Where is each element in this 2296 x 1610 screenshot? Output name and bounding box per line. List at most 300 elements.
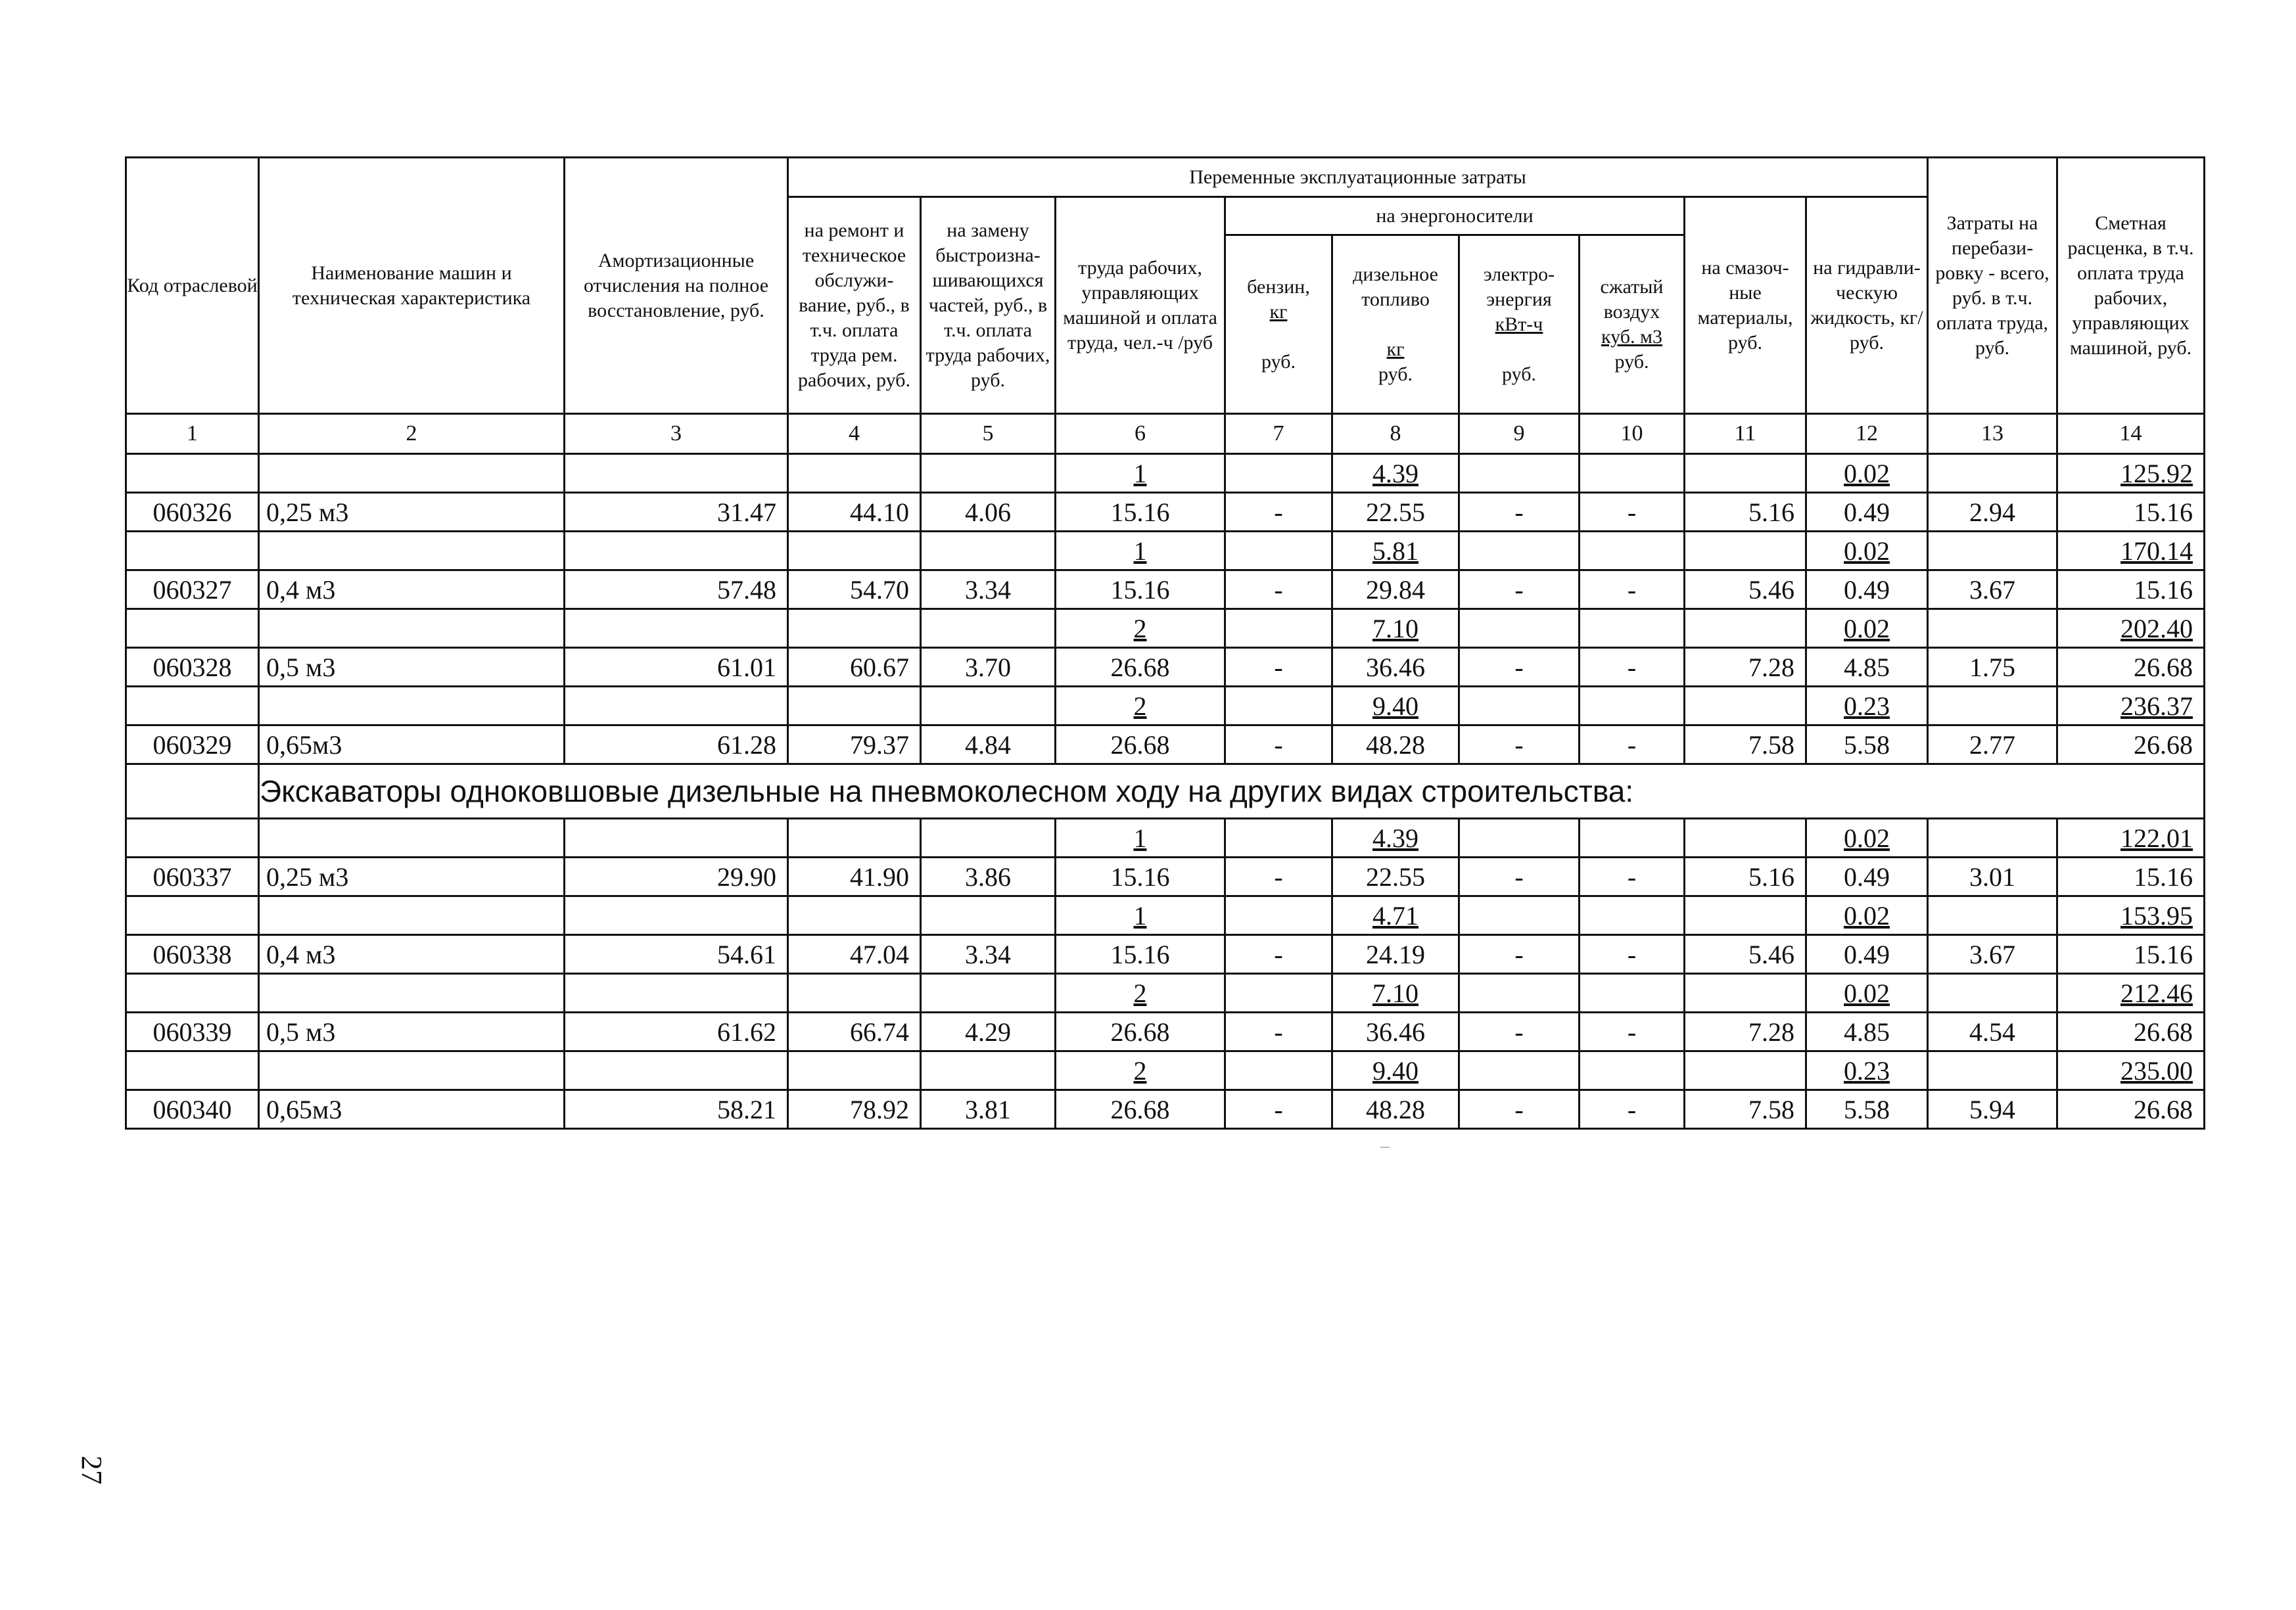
- table-cell: [1332, 974, 1459, 1013]
- table-cell: [259, 454, 565, 493]
- cell-air: -: [1580, 1090, 1685, 1129]
- table-cell: [2057, 1051, 2205, 1090]
- cell-labor: 15.16: [1056, 858, 1225, 896]
- cell-value-top: 2: [1133, 1055, 1147, 1086]
- table-cell: [1685, 896, 1806, 935]
- table-cell: [1685, 819, 1806, 858]
- cell-air: -: [1580, 935, 1685, 974]
- table-cell: [1685, 687, 1806, 725]
- table-cell: [788, 687, 921, 725]
- cell-amort: 57.48: [565, 570, 788, 609]
- table-cell: [1225, 819, 1332, 858]
- cell-est: 15.16: [2057, 570, 2205, 609]
- cell-hydro: 5.58: [1806, 725, 1928, 764]
- table-cell: [921, 974, 1056, 1013]
- cell-value-top: 5.81: [1372, 536, 1418, 566]
- cell-value-top: 212.46: [2120, 978, 2193, 1008]
- table-cell: [1056, 974, 1225, 1013]
- table-cell: [1806, 532, 1928, 570]
- cell-diesel: 48.28: [1332, 725, 1459, 764]
- cell-replace: 3.34: [921, 570, 1056, 609]
- cell-value-top: 0.02: [1844, 458, 1890, 488]
- cell-petrol: -: [1225, 648, 1332, 687]
- table-cell: [126, 819, 259, 858]
- cell-value-top: 0.23: [1844, 1055, 1890, 1086]
- table-cell: [1056, 687, 1225, 725]
- cell-transport: 3.01: [1928, 858, 2057, 896]
- table-cell: [1806, 609, 1928, 648]
- cell-est: 26.68: [2057, 725, 2205, 764]
- cell-labor: 15.16: [1056, 935, 1225, 974]
- cell-repair: 66.74: [788, 1013, 921, 1051]
- table-body-primary: [126, 454, 2205, 764]
- cell-name: 0,4 м3: [259, 935, 565, 974]
- cell-name: 0,65м3: [259, 725, 565, 764]
- table-cell: [1332, 687, 1459, 725]
- table-cell: [126, 687, 259, 725]
- header-labor: труда рабочих, управляющих машиной и оплата труда, чел.-ч /руб: [1056, 197, 1225, 414]
- table-cell: [1056, 819, 1225, 858]
- cell-transport: 5.94: [1928, 1090, 2057, 1129]
- table-cell: [1806, 974, 1928, 1013]
- cell-transport: 2.77: [1928, 725, 2057, 764]
- table-cell: [788, 896, 921, 935]
- cell-air: -: [1580, 648, 1685, 687]
- table-cell: [1332, 532, 1459, 570]
- table-cell: [1580, 454, 1685, 493]
- table-cell: [565, 819, 788, 858]
- section-row: [126, 764, 2205, 819]
- cell-elec: -: [1459, 493, 1580, 532]
- cell-value-top: 202.40: [2120, 613, 2193, 643]
- cell-diesel: 24.19: [1332, 935, 1459, 974]
- table-cell: [126, 896, 259, 935]
- header-electricity: электро-энергия кВт-ч руб.: [1459, 235, 1580, 414]
- column-number: 5: [921, 414, 1056, 454]
- cell-value-top: 0.23: [1844, 691, 1890, 721]
- table-cell: [1806, 819, 1928, 858]
- table-cell: [1332, 819, 1459, 858]
- cell-name: 0,4 м3: [259, 570, 565, 609]
- cell-lube: 5.16: [1685, 858, 1806, 896]
- cell-repair: 44.10: [788, 493, 921, 532]
- table-cell: [1685, 532, 1806, 570]
- cell-code: 060327: [126, 570, 259, 609]
- table-cell: [565, 454, 788, 493]
- cell-value-top: 0.02: [1844, 900, 1890, 931]
- table-cell: [921, 687, 1056, 725]
- table-cell: [1580, 819, 1685, 858]
- header-energy: на энергоносители: [1225, 197, 1685, 235]
- table-row: [126, 687, 2205, 725]
- cell-hydro: 4.85: [1806, 1013, 1928, 1051]
- cell-amort: 31.47: [565, 493, 788, 532]
- table-cell: [2057, 454, 2205, 493]
- cell-labor: 26.68: [1056, 1013, 1225, 1051]
- cell-lube: 5.46: [1685, 935, 1806, 974]
- cell-elec: -: [1459, 858, 1580, 896]
- table-cell: [1056, 532, 1225, 570]
- table-cell: [259, 687, 565, 725]
- cell-diesel: 22.55: [1332, 493, 1459, 532]
- cell-replace: 3.86: [921, 858, 1056, 896]
- cell-replace: 3.70: [921, 648, 1056, 687]
- cell-transport: 2.94: [1928, 493, 2057, 532]
- cell-value-top: 0.02: [1844, 613, 1890, 643]
- table-cell: [1459, 687, 1580, 725]
- table-row: [126, 1090, 2205, 1129]
- cell-value-top: 236.37: [2120, 691, 2193, 721]
- table-row: [126, 532, 2205, 570]
- cell-elec: -: [1459, 570, 1580, 609]
- table-cell: [788, 532, 921, 570]
- cell-code: 060339: [126, 1013, 259, 1051]
- column-number: 6: [1056, 414, 1225, 454]
- cell-value-top: 125.92: [2120, 458, 2193, 488]
- table-cell: [1580, 687, 1685, 725]
- table-cell: [126, 532, 259, 570]
- table-cell: [1928, 454, 2057, 493]
- cell-elec: -: [1459, 1090, 1580, 1129]
- table-cell: [2057, 819, 2205, 858]
- table-cell: [2057, 532, 2205, 570]
- table-cell: [1928, 532, 2057, 570]
- table-cell: [1685, 609, 1806, 648]
- cell-value-top: 1: [1133, 458, 1147, 488]
- table-cell: [259, 532, 565, 570]
- table-cell: [1806, 1051, 1928, 1090]
- cell-value-top: 1: [1133, 823, 1147, 853]
- table-cell: [1685, 1051, 1806, 1090]
- table-cell: [1225, 609, 1332, 648]
- table-cell: [1806, 687, 1928, 725]
- cell-name: 0,5 м3: [259, 648, 565, 687]
- table-cell: [1225, 974, 1332, 1013]
- table-cell: [565, 896, 788, 935]
- table-body-secondary: [126, 819, 2205, 1129]
- cell-value-top: 0.02: [1844, 823, 1890, 853]
- cell-amort: 58.21: [565, 1090, 788, 1129]
- cell-petrol: -: [1225, 570, 1332, 609]
- table-cell: [1225, 532, 1332, 570]
- table-cell: [1459, 896, 1580, 935]
- table-cell: [921, 1051, 1056, 1090]
- cell-transport: 3.67: [1928, 570, 2057, 609]
- table-cell: [1459, 819, 1580, 858]
- table-cell: [1459, 532, 1580, 570]
- table-row: [126, 896, 2205, 935]
- table-cell: [1225, 1051, 1332, 1090]
- table-cell: [1580, 1051, 1685, 1090]
- cell-hydro: 0.49: [1806, 858, 1928, 896]
- table-cell: [1056, 896, 1225, 935]
- table-cell: [565, 1051, 788, 1090]
- column-number: 1: [126, 414, 259, 454]
- cell-petrol: -: [1225, 1013, 1332, 1051]
- table-row: [126, 935, 2205, 974]
- cell-repair: 47.04: [788, 935, 921, 974]
- cell-code: 060326: [126, 493, 259, 532]
- cell-value-top: 170.14: [2120, 536, 2193, 566]
- cell-elec: -: [1459, 648, 1580, 687]
- table-cell: [1806, 454, 1928, 493]
- column-number: 13: [1928, 414, 2057, 454]
- table-cell: [259, 896, 565, 935]
- table-cell: [1580, 896, 1685, 935]
- cell-value-top: 2: [1133, 613, 1147, 643]
- cell-est: 26.68: [2057, 1013, 2205, 1051]
- table-cell: [1056, 609, 1225, 648]
- cell-hydro: 4.85: [1806, 648, 1928, 687]
- table-cell: [565, 609, 788, 648]
- cell-labor: 26.68: [1056, 648, 1225, 687]
- table-cell: [2057, 896, 2205, 935]
- scan-mark: [1380, 1147, 1390, 1148]
- section-title: Экскаваторы одноковшовые дизельные на пневмоколесном ходу на других видах строительства:: [259, 764, 2205, 819]
- cell-labor: 26.68: [1056, 725, 1225, 764]
- table-cell: [1928, 1051, 2057, 1090]
- cell-value-top: 1: [1133, 536, 1147, 566]
- table-cell: [921, 896, 1056, 935]
- header-transport: Затраты на перебази-ровку - всего, руб. в т.ч. оплата труда, руб.: [1928, 158, 2057, 414]
- cell-code: 060340: [126, 1090, 259, 1129]
- cost-table: [125, 156, 2205, 1130]
- cell-value-top: 4.71: [1372, 900, 1418, 931]
- cell-value-top: 122.01: [2120, 823, 2193, 853]
- table-cell: [1580, 532, 1685, 570]
- header-code: Код отраслевой: [126, 158, 259, 414]
- cell-hydro: 0.49: [1806, 570, 1928, 609]
- cell-value-top: 0.02: [1844, 978, 1890, 1008]
- cell-repair: 41.90: [788, 858, 921, 896]
- column-number: 14: [2057, 414, 2205, 454]
- table-cell: [259, 819, 565, 858]
- cell-replace: 4.29: [921, 1013, 1056, 1051]
- header-replace: на замену быстроизна-шивающихся частей, руб., в т.ч. оплата труда рабочих, руб.: [921, 197, 1056, 414]
- cell-diesel: 36.46: [1332, 1013, 1459, 1051]
- cell-transport: 4.54: [1928, 1013, 2057, 1051]
- column-number: 12: [1806, 414, 1928, 454]
- cell-hydro: 0.49: [1806, 493, 1928, 532]
- cell-value-top: 1: [1133, 900, 1147, 931]
- cell-petrol: -: [1225, 935, 1332, 974]
- cell-elec: -: [1459, 1013, 1580, 1051]
- table-cell: [1459, 1051, 1580, 1090]
- cell-name: 0,5 м3: [259, 1013, 565, 1051]
- cell-value-top: 2: [1133, 978, 1147, 1008]
- cell-value-top: 4.39: [1372, 458, 1418, 488]
- cell-est: 15.16: [2057, 935, 2205, 974]
- table-row: [126, 819, 2205, 858]
- cell-transport: 1.75: [1928, 648, 2057, 687]
- cell-air: -: [1580, 858, 1685, 896]
- table-cell: [921, 819, 1056, 858]
- table-row: [126, 493, 2205, 532]
- cell-petrol: -: [1225, 493, 1332, 532]
- cell-replace: 3.81: [921, 1090, 1056, 1129]
- cell-labor: 15.16: [1056, 570, 1225, 609]
- page-number: 27: [76, 1456, 108, 1484]
- table-cell: [1332, 1051, 1459, 1090]
- cell-repair: 60.67: [788, 648, 921, 687]
- table-cell: [1225, 896, 1332, 935]
- cell-est: 26.68: [2057, 648, 2205, 687]
- table-row: [126, 858, 2205, 896]
- table-cell: [126, 974, 259, 1013]
- cell-value-top: 2: [1133, 691, 1147, 721]
- cell-repair: 78.92: [788, 1090, 921, 1129]
- cell-value-top: 4.39: [1372, 823, 1418, 853]
- cell-code: 060328: [126, 648, 259, 687]
- table-cell: [1225, 687, 1332, 725]
- table-cell: [1928, 687, 2057, 725]
- table-cell: [1056, 1051, 1225, 1090]
- column-number: 2: [259, 414, 565, 454]
- cell-repair: 79.37: [788, 725, 921, 764]
- table-cell: [1056, 454, 1225, 493]
- cell-amort: 61.62: [565, 1013, 788, 1051]
- column-number: 11: [1685, 414, 1806, 454]
- cell-lube: 5.46: [1685, 570, 1806, 609]
- table-row: [126, 1051, 2205, 1090]
- table-row: [126, 1013, 2205, 1051]
- cell-air: -: [1580, 1013, 1685, 1051]
- cell-labor: 15.16: [1056, 493, 1225, 532]
- table-cell: [259, 974, 565, 1013]
- table-cell: [1928, 819, 2057, 858]
- table-cell: [1928, 974, 2057, 1013]
- table-cell: [2057, 609, 2205, 648]
- table-cell: [1928, 896, 2057, 935]
- cell-lube: 7.28: [1685, 648, 1806, 687]
- cell-est: 15.16: [2057, 493, 2205, 532]
- cell-lube: 7.58: [1685, 1090, 1806, 1129]
- table-row: [126, 570, 2205, 609]
- cell-name: 0,25 м3: [259, 493, 565, 532]
- cell-diesel: 29.84: [1332, 570, 1459, 609]
- cell-replace: 4.84: [921, 725, 1056, 764]
- header-name: Наименование машин и техническая характеристика: [259, 158, 565, 414]
- cell-lube: 5.16: [1685, 493, 1806, 532]
- table-cell: [1459, 974, 1580, 1013]
- cell-est: 26.68: [2057, 1090, 2205, 1129]
- table-cell: [921, 454, 1056, 493]
- header-amortization: Амортизационные отчисления на полное восстановление, руб.: [565, 158, 788, 414]
- column-number: 7: [1225, 414, 1332, 454]
- cell-elec: -: [1459, 725, 1580, 764]
- header-repair: на ремонт и техническое обслужи-вание, руб., в т.ч. оплата труда рем. рабочих, руб.: [788, 197, 921, 414]
- table-cell: [2057, 687, 2205, 725]
- cell-petrol: -: [1225, 1090, 1332, 1129]
- cell-code: 060337: [126, 858, 259, 896]
- table-row: [126, 609, 2205, 648]
- column-number: 9: [1459, 414, 1580, 454]
- cell-name: 0,65м3: [259, 1090, 565, 1129]
- table-cell: [1332, 454, 1459, 493]
- table-cell: [565, 687, 788, 725]
- column-number: 10: [1580, 414, 1685, 454]
- cell-value-top: 0.02: [1844, 536, 1890, 566]
- table-cell: [788, 609, 921, 648]
- cell-petrol: -: [1225, 858, 1332, 896]
- table-cell: [788, 974, 921, 1013]
- table-row: [126, 725, 2205, 764]
- cell-value-top: 9.40: [1372, 1055, 1418, 1086]
- cell-hydro: 5.58: [1806, 1090, 1928, 1129]
- cell-amort: 61.01: [565, 648, 788, 687]
- cell-code: 060338: [126, 935, 259, 974]
- header-petrol: бензин, кг руб.: [1225, 235, 1332, 414]
- header-diesel: дизельное топливо кг руб.: [1332, 235, 1459, 414]
- column-number: 8: [1332, 414, 1459, 454]
- cell-lube: 7.28: [1685, 1013, 1806, 1051]
- cell-est: 15.16: [2057, 858, 2205, 896]
- cell-replace: 4.06: [921, 493, 1056, 532]
- cell-value-top: 7.10: [1372, 613, 1418, 643]
- column-number: 4: [788, 414, 921, 454]
- header-estimate: Сметная расценка, в т.ч. оплата труда рабочих, управляющих машиной, руб.: [2057, 158, 2205, 414]
- table-cell: [788, 1051, 921, 1090]
- cell-diesel: 48.28: [1332, 1090, 1459, 1129]
- cell-hydro: 0.49: [1806, 935, 1928, 974]
- cell-petrol: -: [1225, 725, 1332, 764]
- table-cell: [1580, 974, 1685, 1013]
- header-lube: на смазоч-ные материалы, руб.: [1685, 197, 1806, 414]
- table-cell: [565, 532, 788, 570]
- cell-lube: 7.58: [1685, 725, 1806, 764]
- table-cell: [2057, 974, 2205, 1013]
- table-cell: [126, 454, 259, 493]
- cell-replace: 3.34: [921, 935, 1056, 974]
- cell-code: 060329: [126, 725, 259, 764]
- table-row: [126, 454, 2205, 493]
- table-cell: [259, 609, 565, 648]
- cell-amort: 54.61: [565, 935, 788, 974]
- cell-value-top: 235.00: [2120, 1055, 2193, 1086]
- header-air: сжатый воздух куб. м3 руб.: [1580, 235, 1685, 414]
- column-number: 3: [565, 414, 788, 454]
- cell-air: -: [1580, 493, 1685, 532]
- table-cell: [1580, 609, 1685, 648]
- table-cell: [565, 974, 788, 1013]
- table-cell: [1225, 454, 1332, 493]
- table-cell: [259, 1051, 565, 1090]
- table-cell: [1685, 454, 1806, 493]
- cell-amort: 29.90: [565, 858, 788, 896]
- table-cell: [788, 454, 921, 493]
- header-hydro: на гидравли-ческую жидкость, кг/руб.: [1806, 197, 1928, 414]
- table-row: [126, 974, 2205, 1013]
- table-cell: [126, 1051, 259, 1090]
- cell-amort: 61.28: [565, 725, 788, 764]
- table-cell: [921, 532, 1056, 570]
- table-cell: [1928, 609, 2057, 648]
- cell-diesel: 36.46: [1332, 648, 1459, 687]
- cell-air: -: [1580, 725, 1685, 764]
- cell-value-top: 9.40: [1372, 691, 1418, 721]
- cell-value-top: 153.95: [2120, 900, 2193, 931]
- table-cell: [1332, 609, 1459, 648]
- cell-transport: 3.67: [1928, 935, 2057, 974]
- column-number-row: [126, 414, 2205, 454]
- cell-name: 0,25 м3: [259, 858, 565, 896]
- table-row: [126, 648, 2205, 687]
- table-cell: [788, 819, 921, 858]
- table-cell: [1459, 609, 1580, 648]
- header-variable-costs: Переменные эксплуатационные затраты: [788, 158, 1928, 197]
- table-cell: [921, 609, 1056, 648]
- cell-air: -: [1580, 570, 1685, 609]
